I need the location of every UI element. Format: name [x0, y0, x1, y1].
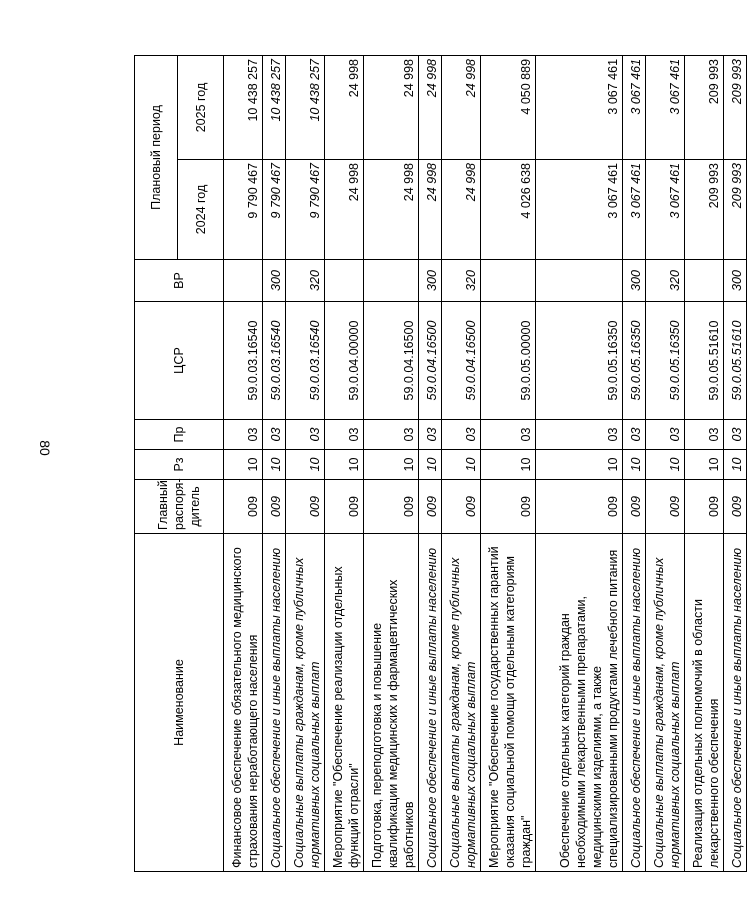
table-row [724, 55, 747, 871]
row-value-2024: 3 067 461 [623, 160, 646, 260]
header-plan-period: Плановый период [135, 55, 178, 259]
row-value-2024: 9 790 467 [224, 160, 263, 260]
row-value-2024: 24 998 [419, 160, 442, 260]
page-number: 80 [37, 440, 53, 456]
row-gr: 009 [286, 480, 325, 534]
row-vr: 300 [623, 260, 646, 302]
row-rz: 10 [364, 450, 419, 480]
header-2024: 2024 год [178, 160, 224, 260]
row-value-2025: 24 998 [442, 55, 481, 159]
header-vr: ВР [135, 260, 224, 302]
row-pr: 03 [419, 420, 442, 450]
row-gr: 009 [263, 480, 286, 534]
table-row [536, 55, 623, 871]
row-csr: 59.0.04.00000 [325, 302, 364, 420]
table-row [481, 55, 536, 871]
row-csr: 59.0.05.51610 [685, 302, 724, 420]
header-name: Наименование [135, 534, 224, 872]
row-vr: 320 [442, 260, 481, 302]
row-vr: 320 [286, 260, 325, 302]
row-name: Мероприятие "Обеспечение государственных гарантий оказания социальной помощи отдельным категориям граждан" [481, 534, 536, 872]
table-row [286, 55, 325, 871]
row-csr: 59.0.05.16350 [646, 302, 685, 420]
row-value-2025: 4 050 889 [481, 55, 536, 159]
row-value-2025: 209 993 [724, 55, 747, 159]
row-pr: 03 [481, 420, 536, 450]
table-row [419, 55, 442, 871]
header-pr: Пр [135, 420, 224, 450]
rotated-content [134, 56, 744, 872]
row-rz: 10 [325, 450, 364, 480]
row-vr: 300 [724, 260, 747, 302]
row-rz: 10 [263, 450, 286, 480]
row-gr: 009 [685, 480, 724, 534]
header-rz: Рз [135, 450, 224, 480]
row-csr: 59.0.05.00000 [481, 302, 536, 420]
row-gr: 009 [442, 480, 481, 534]
row-rz: 10 [685, 450, 724, 480]
row-name: Подготовка, переподготовка и повышение квалификации медицинских и фармацевтических работников [364, 534, 419, 872]
row-rz: 10 [286, 450, 325, 480]
row-value-2024: 24 998 [442, 160, 481, 260]
row-pr: 03 [325, 420, 364, 450]
row-name: Социальные выплаты гражданам, кроме публичных нормативных социальных выплат [442, 534, 481, 872]
row-name: Реализация отдельных полномочий в области лекарственного обеспечения [685, 534, 724, 872]
header-2025: 2025 год [178, 55, 224, 159]
row-vr [364, 260, 419, 302]
table-row [325, 55, 364, 871]
row-pr: 03 [263, 420, 286, 450]
row-name: Социальное обеспечение и иные выплаты населению [263, 534, 286, 872]
row-pr: 03 [536, 420, 623, 450]
row-csr: 59.0.03.16540 [286, 302, 325, 420]
table-row [623, 55, 646, 871]
row-vr [536, 260, 623, 302]
row-name: Социальное обеспечение и иные выплаты населению [623, 534, 646, 872]
row-name: Мероприятие "Обеспечение реализации отдельных функций отрасли" [325, 534, 364, 872]
row-vr [224, 260, 263, 302]
row-value-2024: 24 998 [325, 160, 364, 260]
row-rz: 10 [419, 450, 442, 480]
header-row [135, 55, 178, 871]
row-name: Обеспечение отдельных категорий граждан необходимыми лекарственными препаратами, медицинскими изделиями, а также специализированными продуктами лечебного питания [536, 534, 623, 872]
row-vr [481, 260, 536, 302]
row-name: Социальные выплаты гражданам, кроме публичных нормативных социальных выплат [286, 534, 325, 872]
row-value-2025: 24 998 [364, 55, 419, 159]
row-value-2025: 3 067 461 [623, 55, 646, 159]
row-gr: 009 [536, 480, 623, 534]
row-value-2024: 209 993 [724, 160, 747, 260]
table-body [224, 55, 747, 871]
row-gr: 009 [364, 480, 419, 534]
row-value-2025: 209 993 [685, 55, 724, 159]
row-name: Социальное обеспечение и иные выплаты населению [419, 534, 442, 872]
row-gr: 009 [481, 480, 536, 534]
row-gr: 009 [646, 480, 685, 534]
row-name: Финансовое обеспечение обязательного медицинского страхования неработающего населения [224, 534, 263, 872]
row-pr: 03 [442, 420, 481, 450]
row-csr: 59.0.04.16500 [442, 302, 481, 420]
row-rz: 10 [481, 450, 536, 480]
row-gr: 009 [419, 480, 442, 534]
row-gr: 009 [224, 480, 263, 534]
row-value-2024: 24 998 [364, 160, 419, 260]
row-vr: 300 [263, 260, 286, 302]
row-value-2024: 209 993 [685, 160, 724, 260]
row-value-2024: 4 026 638 [481, 160, 536, 260]
row-csr: 59.0.04.16500 [419, 302, 442, 420]
row-gr: 009 [325, 480, 364, 534]
row-value-2024: 9 790 467 [286, 160, 325, 260]
row-csr: 59.0.05.16350 [536, 302, 623, 420]
row-gr: 009 [623, 480, 646, 534]
row-value-2024: 9 790 467 [263, 160, 286, 260]
row-value-2025: 24 998 [419, 55, 442, 159]
row-rz: 10 [646, 450, 685, 480]
rotated-budget-table-region [134, 56, 744, 872]
row-rz: 10 [724, 450, 747, 480]
row-pr: 03 [724, 420, 747, 450]
row-value-2025: 3 067 461 [646, 55, 685, 159]
row-csr: 59.0.03.16540 [224, 302, 263, 420]
table-row [263, 55, 286, 871]
row-csr: 59.0.03.16540 [263, 302, 286, 420]
header-gr: Главный распоря-дитель [135, 480, 224, 534]
row-vr: 300 [419, 260, 442, 302]
row-pr: 03 [646, 420, 685, 450]
row-csr: 59.0.05.16350 [623, 302, 646, 420]
budget-table [134, 55, 747, 872]
row-value-2025: 24 998 [325, 55, 364, 159]
row-vr [325, 260, 364, 302]
row-value-2025: 3 067 461 [536, 55, 623, 159]
row-vr: 320 [646, 260, 685, 302]
row-name: Социальные выплаты гражданам, кроме публичных нормативных социальных выплат [646, 534, 685, 872]
row-csr: 59.0.04.16500 [364, 302, 419, 420]
row-rz: 10 [623, 450, 646, 480]
row-value-2024: 3 067 461 [536, 160, 623, 260]
row-pr: 03 [623, 420, 646, 450]
row-value-2025: 10 438 257 [286, 55, 325, 159]
row-csr: 59.0.05.51610 [724, 302, 747, 420]
row-rz: 10 [442, 450, 481, 480]
row-rz: 10 [224, 450, 263, 480]
row-vr [685, 260, 724, 302]
table-row [364, 55, 419, 871]
table-row [685, 55, 724, 871]
row-pr: 03 [224, 420, 263, 450]
row-pr: 03 [685, 420, 724, 450]
row-rz: 10 [536, 450, 623, 480]
table-row [224, 55, 263, 871]
row-value-2025: 10 438 257 [224, 55, 263, 159]
row-gr: 009 [724, 480, 747, 534]
table-row [442, 55, 481, 871]
row-value-2024: 3 067 461 [646, 160, 685, 260]
row-name: Социальное обеспечение и иные выплаты населению [724, 534, 747, 872]
row-value-2025: 10 438 257 [263, 55, 286, 159]
row-pr: 03 [364, 420, 419, 450]
header-csr: ЦСР [135, 302, 224, 420]
table-row [646, 55, 685, 871]
row-pr: 03 [286, 420, 325, 450]
